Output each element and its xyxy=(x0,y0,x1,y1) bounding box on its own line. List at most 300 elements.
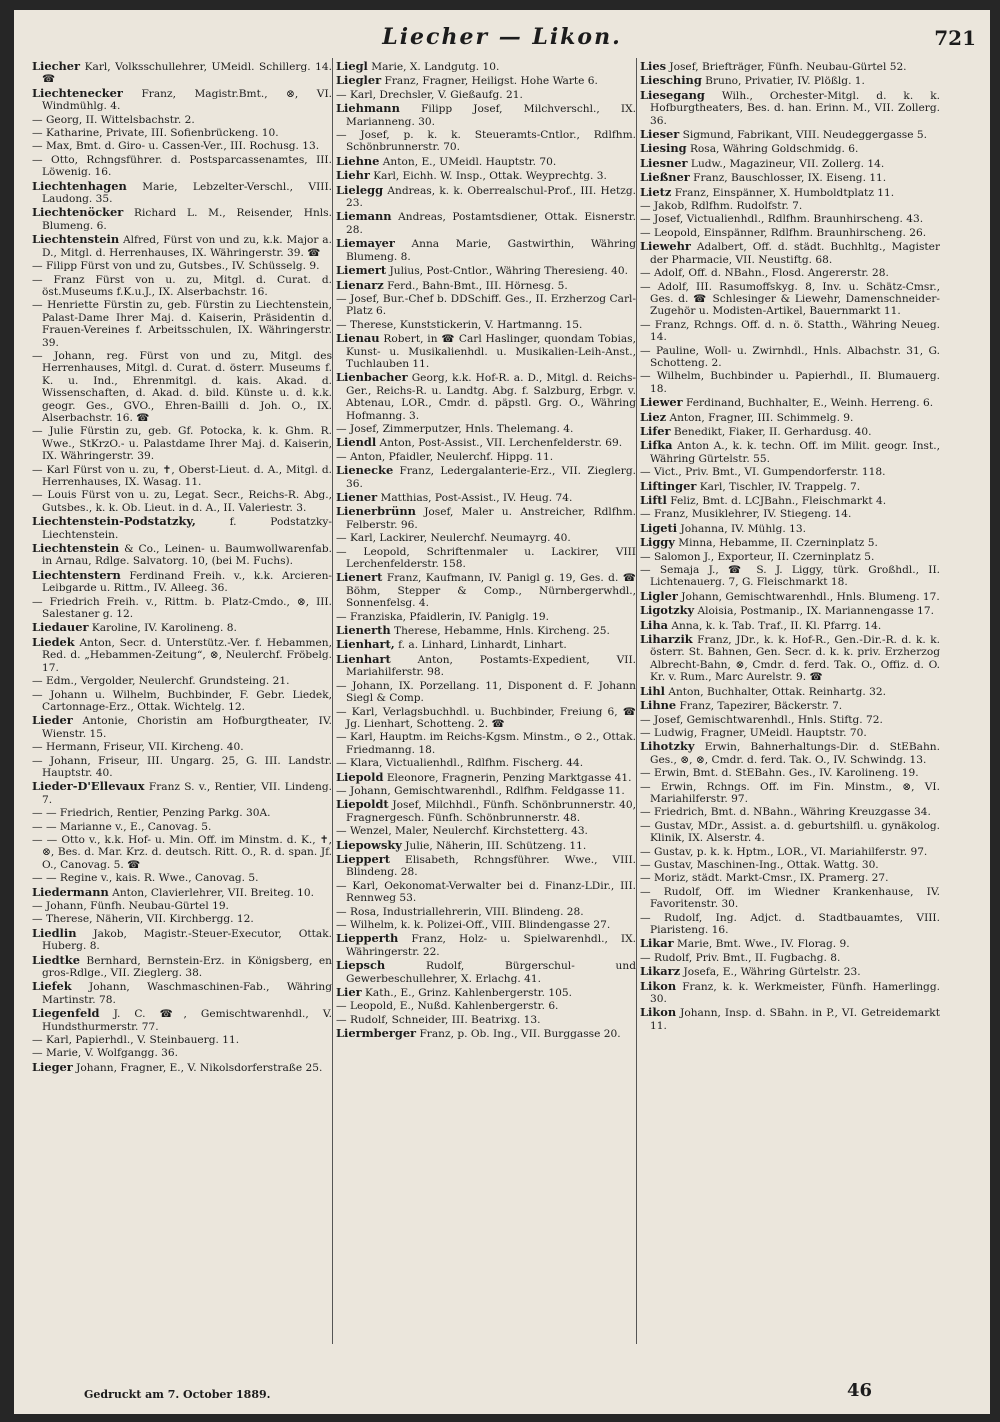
entry-details: — Therese, Näherin, VII. Kirchbergg. 12. xyxy=(32,913,254,926)
directory-entry xyxy=(336,532,636,544)
directory-entry xyxy=(32,927,332,953)
entry-details: — Karl, Hauptm. im Reichs-Kgsm. Minstm., ⊙ 2., Ottak. Friedmanng. 18. xyxy=(336,731,636,756)
entry-details: — Wilhelm, k. k. Polizei-Off., VIII. Blindengasse 27. xyxy=(336,919,611,931)
directory-entry xyxy=(336,757,636,769)
entry-surname: Lier xyxy=(336,985,362,1000)
directory-entry xyxy=(336,986,636,999)
directory-entry xyxy=(640,872,940,884)
entry-details: — Adolf, III. Rasumoffskyg. 8, Inv. u. Schätz-Cmsr., Ges. d. ☎ Schlesinger & Liewehr, Damenschneider-Zugehör u. Modisten-Artikel, Bauernmarkt 11. xyxy=(640,280,940,318)
directory-entry xyxy=(336,706,636,731)
directory-entry xyxy=(336,279,636,292)
entry-details: — Rudolf, Ing. Adjct. d. Stadtbauamtes, VIII. Piaristeng. 16. xyxy=(640,911,940,936)
entry-details: — Franz, Musiklehrer, IV. Stiegeng. 14. xyxy=(640,508,852,521)
entry-details: Jakob, Magistr.-Steuer-Executor, Ottak. Huberg. 8. xyxy=(42,927,332,953)
directory-entry xyxy=(336,264,636,277)
directory-entry xyxy=(32,206,332,232)
entry-details: — Adolf, Off. d. NBahn., Flosd. Angererstr. 28. xyxy=(640,267,889,280)
directory-entry xyxy=(32,569,332,595)
directory-entry xyxy=(640,859,940,871)
entry-details: — Edm., Vergolder, Neulerchf. Grundsteing. 21. xyxy=(32,675,290,688)
directory-entry xyxy=(336,571,636,609)
entry-details: Rosa, Währing Goldschmidg. 6. xyxy=(689,143,859,156)
directory-entry xyxy=(32,980,332,1006)
entry-details: — Karl, Oekonomat-Verwalter bei d. Finanz-LDir., III. Rennweg 53. xyxy=(336,879,636,905)
directory-entry xyxy=(640,281,940,318)
directory-entry xyxy=(336,680,636,705)
entry-surname: Ligeti xyxy=(640,520,678,535)
entry-details: — Johann, IX. Porzellang. 11, Disponent d. F. Johann Siegl & Comp. xyxy=(336,679,636,705)
entry-details: Anton, Secr. d. Unterstütz.-Ver. f. Hebammen, Red. d. „Hebammen-Zeitung“, ⊗, Neulerchf. Fröbelg. 17. xyxy=(42,636,332,674)
entry-surname: Liepperth xyxy=(336,931,399,946)
directory-entry xyxy=(336,839,636,852)
directory-entry xyxy=(336,1000,636,1012)
entry-surname: Likarz xyxy=(640,964,681,979)
entry-details: — Josef, Bur.-Chef b. DDSchiff. Ges., II. Erzherzog Carl-Platz 6. xyxy=(336,292,636,318)
entry-surname: Lihne xyxy=(640,698,677,713)
directory-entry xyxy=(32,689,332,714)
directory-entry xyxy=(32,299,332,349)
entry-details: Anton, Postamts-Expedient, VII. Mariahilferstr. 98. xyxy=(346,653,636,679)
directory-entry xyxy=(640,227,940,239)
directory-entry xyxy=(640,820,940,845)
entry-surname: Liehne xyxy=(336,153,380,168)
directory-entry xyxy=(640,727,940,739)
entry-details: Adalbert, Off. d. städt. Buchhltg., Magister der Pharmacie, VII. Neustiftg. 68. xyxy=(650,241,940,266)
entry-surname: Liener xyxy=(336,490,378,504)
entry-details: — Katharine, Private, III. Sofienbrückeng. 10. xyxy=(32,127,279,140)
entry-surname: Liechtenecker xyxy=(32,85,123,100)
directory-entry xyxy=(640,186,940,199)
entry-surname: Liez xyxy=(640,409,667,424)
column-divider xyxy=(636,58,637,1344)
entry-details: — Gustav, p. k. k. Hptm., LOR., VI. Mariahilferstr. 97. xyxy=(640,845,928,858)
directory-entry xyxy=(32,872,332,884)
entry-details: — Henriette Fürstin zu, geb. Fürstin zu Liechtenstein, Palast-Dame Ihrer Maj. d. Kaiserin, Präsidentin d. Frauen-Vereines f. Arbeitsschulen, IX. Währingerstr. 39. xyxy=(32,299,332,349)
directory-entry xyxy=(336,169,636,182)
directory-entry xyxy=(640,89,940,127)
entry-surname: Lielegg xyxy=(336,182,384,197)
entry-details: Ferd., Bahn-Bmt., III. Hörnesg. 5. xyxy=(387,279,568,292)
entry-surname: Liermberger xyxy=(336,1026,417,1041)
print-date: Gedruckt am 7. October 1889. xyxy=(84,1388,271,1401)
entry-details: — Gustav, MDr., Assist. a. d. geburtshilfl. u. gynäkolog. Klinik, IX. Alserstr. 4. xyxy=(640,819,940,845)
directory-entry xyxy=(336,210,636,236)
directory-entry xyxy=(336,624,636,637)
entry-details: — Vict., Priv. Bmt., VI. Gumpendorferstr. 118. xyxy=(640,466,886,479)
entry-details: Franz, Tapezirer, Bäckerstr. 7. xyxy=(679,700,843,713)
entry-surname: Lihl xyxy=(640,683,665,698)
directory-entry xyxy=(336,611,636,623)
directory-entry xyxy=(640,370,940,395)
directory-entry xyxy=(336,906,636,918)
entry-details: Karl, Volksschullehrer, UMeidl. Schillerg. 14. ☎ xyxy=(42,61,332,86)
directory-entry xyxy=(640,142,940,155)
directory-entry xyxy=(336,89,636,101)
entry-details: Franz, Holz- u. Spielwarenhdl., IX. Währingerstr. 22. xyxy=(346,933,636,958)
directory-entry xyxy=(32,489,332,514)
directory-entry xyxy=(32,636,332,674)
entry-details: Franz, JDr., k. k. Hof-R., Gen.-Dir.-R. d. k. k. österr. St. Bahnen, Gen. Secr. d. k. k. priv. Erzherzog Albrecht-Bahn, ⊗, Cmdr. d. ferd. Tak. O., Offiz. d. O. Kr. v. Rum., Marc Aurelstr. 9. ☎ xyxy=(650,634,940,684)
directory-entry xyxy=(32,1061,332,1074)
entry-details: f. a. Linhard, Linhardt, Linhart. xyxy=(398,639,567,652)
directory-entry xyxy=(32,596,332,621)
directory-entry xyxy=(640,411,940,424)
directory-entry xyxy=(640,439,940,465)
entry-details: — Josef, p. k. k. Steueramts-Cntlor., Rdlfhm. Schönbrunnerstr. 70. xyxy=(336,129,636,154)
directory-entry xyxy=(640,345,940,370)
entry-details: — Karl, Drechsler, V. Gießaufg. 21. xyxy=(336,88,523,101)
directory-entry xyxy=(640,965,940,978)
page-title: Liecher — Likon. xyxy=(382,24,622,50)
entry-details: Elisabeth, Rchngsführer. Wwe., VIII. Blindeng. 28. xyxy=(346,853,636,879)
entry-surname: Liemayer xyxy=(336,236,395,251)
entry-surname: Liesner xyxy=(640,155,688,170)
entry-surname: Lienhart xyxy=(336,651,391,666)
directory-entry xyxy=(640,604,940,617)
entry-details: Anton, Clavierlehrer, VII. Breiteg. 10. xyxy=(112,886,314,899)
directory-entry xyxy=(336,464,636,490)
directory-entry xyxy=(336,505,636,531)
entry-surname: Liefek xyxy=(32,979,72,994)
entry-details: — Karl, Verlagsbuchhdl. u. Buchbinder, Freiung 6, ☎ Jg. Lienhart, Schotteng. 2. ☎ xyxy=(336,705,636,730)
directory-entry xyxy=(32,542,332,568)
entry-details: — Friedrich Freih. v., Rittm. b. Platz-Cmdo., ⊗, III. Salestaner g. 12. xyxy=(32,595,332,621)
directory-entry xyxy=(32,954,332,980)
entry-surname: Liha xyxy=(640,617,668,632)
entry-details: Anton, Buchhalter, Ottak. Reinhartg. 32. xyxy=(668,685,886,698)
directory-entry xyxy=(640,806,940,818)
entry-surname: Liewehr xyxy=(640,239,691,254)
directory-entry xyxy=(336,293,636,318)
entry-details: Andreas, k. k. Oberrealschul-Prof., III. Hetzg. 23. xyxy=(346,184,636,210)
directory-entry xyxy=(32,233,332,259)
entry-details: — Karl Fürst von u. zu, ✝, Oberst-Lieut. d. A., Mitgl. d. Herrenhauses, IX. Wasag. 11. xyxy=(32,463,332,488)
entry-details: — Otto, Rchngsführer. d. Postsparcassenamtes, III. Löwenig. 16. xyxy=(32,153,332,179)
directory-entry xyxy=(336,423,636,435)
entry-details: Marie, Bmt. Wwe., IV. Florag. 9. xyxy=(677,938,850,951)
entry-details: — Jakob, Rdlfhm. Rudolfstr. 7. xyxy=(640,200,803,213)
entry-surname: Liegl xyxy=(336,60,368,73)
entry-details: — Pauline, Woll- u. Zwirnhdl., Hnls. Albachstr. 31, G. Schotteng. 2. xyxy=(640,344,940,369)
entry-details: — Therese, Kunststickerin, V. Hartmanng. 15. xyxy=(336,318,583,331)
entry-details: — Hermann, Friseur, VII. Kircheng. 40. xyxy=(32,741,244,754)
entry-details: — Karl, Papierhdl., V. Steinbauerg. 11. xyxy=(32,1034,240,1047)
entry-surname: Liepoldt xyxy=(336,797,389,812)
entry-details: Josef, Milchhdl., Fünfh. Schönbrunnerstr. 40, Fragnergesch. Fünfh. Schönbrunnerstr. 48. xyxy=(346,799,636,824)
entry-surname: Lienbacher xyxy=(336,370,408,385)
entry-details: Josefa, E., Währing Gürtelstr. 23. xyxy=(683,966,861,979)
entry-details: — Rudolf, Off. im Wiedner Krankenhause, IV. Favoritenstr. 30. xyxy=(640,885,940,911)
entry-details: Karoline, IV. Karolineng. 8. xyxy=(91,622,237,635)
directory-entry xyxy=(32,741,332,753)
directory-entry xyxy=(32,886,332,899)
entry-details: Ludw., Magazineur, VII. Zollerg. 14. xyxy=(690,157,885,170)
directory-entry xyxy=(32,1034,332,1046)
entry-surname: Liemann xyxy=(336,209,392,224)
entry-details: — Max, Bmt. d. Giro- u. Cassen-Ver., III. Rochusg. 13. xyxy=(32,140,320,153)
entry-details: & Co., Leinen- u. Baumwollwarenfab. in Arnau, Rdlge. Salvatorg. 10, (bei M. Fuchs). xyxy=(42,543,332,568)
directory-entry xyxy=(640,60,940,73)
entry-details: Anna, k. k. Tab. Traf., II. Kl. Pfarrg. 14. xyxy=(671,619,882,632)
directory-entry xyxy=(640,480,940,493)
directory-entry xyxy=(640,551,940,563)
entry-surname: Liechtenstein xyxy=(32,541,120,556)
entry-details: — Franziska, Pfaidlerin, IV. Paniglg. 19. xyxy=(336,610,550,623)
entry-surname: Liegler xyxy=(336,73,382,88)
directory-entry xyxy=(336,129,636,154)
directory-entry xyxy=(32,807,332,819)
entry-details: Sigmund, Fabrikant, VIII. Neudeggergasse 5. xyxy=(682,129,927,142)
directory-entry xyxy=(640,714,940,726)
entry-details: — — Marianne v., E., Canovag. 5. xyxy=(32,820,212,833)
entry-details: Anton A., k. k. techn. Off. im Milit. geogr. Inst., Währing Gürtelstr. 55. xyxy=(650,440,940,465)
entry-surname: Liggy xyxy=(640,535,675,550)
directory-entry xyxy=(336,332,636,370)
entry-details: — Klara, Victualienhdl., Rdlfhm. Fischerg. 44. xyxy=(336,757,584,770)
entry-surname: Lienerth xyxy=(336,623,391,638)
entry-surname: Lienerbrünn xyxy=(336,504,416,519)
entry-surname: Lieser xyxy=(640,127,680,142)
directory-entry xyxy=(32,780,332,806)
entry-details: — Leopold, Einspänner, Rdlfhm. Braunhirscheng. 26. xyxy=(640,226,927,239)
page-header xyxy=(14,18,990,58)
entry-surname: Lienhart, xyxy=(336,637,395,652)
entry-surname: Lienecke xyxy=(336,463,394,478)
directory-entry xyxy=(336,60,636,73)
directory-entry xyxy=(336,491,636,504)
directory-entry xyxy=(32,621,332,634)
entry-details: — Johann, Gemischtwarenhdl., Rdlfhm. Feldgasse 11. xyxy=(336,784,625,797)
directory-entry xyxy=(32,515,332,541)
entry-surname: Ligler xyxy=(640,588,678,603)
entry-details: Andreas, Postamtsdiener, Ottak. Eisnerstr. 28. xyxy=(346,211,636,236)
entry-surname: Liedek xyxy=(32,634,75,649)
entry-details: Robert, in ☎ Carl Haslinger, quondam Tobias, Kunst- u. Musikalienhdl. u. Musikalien-Leih-Anst., Tuchlauben 11. xyxy=(346,333,636,370)
entry-details: Franz, Bauschlosser, IX. Eiseng. 11. xyxy=(693,172,887,185)
entry-details: Filipp Josef, Milchverschl., IX. Marianneng. 30. xyxy=(346,103,636,128)
entry-details: Anna Marie, Gastwirthin, Währing Blumeng. 8. xyxy=(346,238,636,263)
directory-entry xyxy=(640,200,940,212)
directory-entry xyxy=(32,425,332,462)
directory-entry xyxy=(640,980,940,1006)
entry-surname: Liedtke xyxy=(32,952,80,967)
entry-details: f. Podstatzky-Liechtenstein. xyxy=(42,516,332,541)
entry-surname: Liesching xyxy=(640,73,702,88)
directory-entry xyxy=(336,546,636,571)
directory-entry xyxy=(336,798,636,824)
directory-entry xyxy=(32,180,332,206)
directory-entry xyxy=(336,237,636,263)
entry-details: — Leopold, Schriftenmaler u. Lackirer, VIII Lerchenfelderstr. 158. xyxy=(336,545,636,571)
directory-entry xyxy=(336,853,636,879)
directory-entry xyxy=(336,959,636,985)
entry-details: Anton, Post-Assist., VII. Lerchenfelderstr. 69. xyxy=(379,437,623,450)
page-number: 721 xyxy=(934,26,976,50)
entry-details: Franz, Fragner, Heiligst. Hohe Warte 6. xyxy=(384,75,598,88)
entry-surname: Lienert xyxy=(336,570,383,585)
entry-details: Franz, k. k. Werkmeister, Fünfh. Hamerlingg. 30. xyxy=(650,980,940,1006)
entry-details: Anton, Fragner, III. Schimmelg. 9. xyxy=(669,411,854,424)
entry-surname: Likon xyxy=(640,978,677,993)
entry-details: Ferdinand, Buchhalter, E., Weinh. Herreng. 6. xyxy=(686,397,934,410)
entry-surname: Lienau xyxy=(336,331,380,346)
entry-details: Alfred, Fürst von und zu, k.k. Major a. D., Mitgl. d. Herrenhauses, IX. Währingerstr. 39. ☎ xyxy=(42,234,332,259)
entry-details: Julie, Näherin, III. Schützeng. 11. xyxy=(405,839,587,852)
entry-details: Julius, Post-Cntlor., Währing Theresieng. 40. xyxy=(389,265,628,278)
directory-entry xyxy=(336,638,636,651)
entry-surname: Likar xyxy=(640,936,674,951)
entry-surname: Liehr xyxy=(336,168,370,183)
directory-entry xyxy=(336,919,636,931)
entry-details: — Julie Fürstin zu, geb. Gf. Potocka, k. k. Ghm. R. Wwe., StKrzO.- u. Palastdame Ihrer Maj. d. Kaiserin, IX. Währingerstr. 39. xyxy=(32,425,332,463)
entry-surname: Liedlin xyxy=(32,925,77,940)
directory-entry xyxy=(32,675,332,687)
entry-details: Bruno, Privatier, IV. Plößlg. 1. xyxy=(705,75,865,88)
entry-surname: Liesing xyxy=(640,141,687,156)
entry-details: Eleonore, Fragnerin, Penzing Marktgasse 41. xyxy=(386,771,632,784)
directory-entry xyxy=(336,785,636,797)
entry-details: — Josef, Zimmerputzer, Hnls. Thelemang. 4. xyxy=(336,422,574,435)
entry-details: — Rudolf, Schneider, III. Beatrixg. 13. xyxy=(336,1013,541,1026)
directory-entry xyxy=(640,157,940,170)
directory-entry xyxy=(640,74,940,87)
directory-entry xyxy=(640,846,940,858)
entry-details: Aloisia, Postmanip., IX. Mariannengasse 17. xyxy=(697,605,935,618)
entry-details: — Johann, Fünfh. Neubau-Gürtel 19. xyxy=(32,900,229,912)
entry-details: J. C. ☎, Gemischtwarenhdl., V. Hundsthurmerstr. 77. xyxy=(42,1008,332,1033)
entry-surname: Lieppert xyxy=(336,851,391,866)
entry-details: Rudolf, Bürgerschul- und Gewerbeschullehrer, X. Erlachg. 41. xyxy=(346,960,636,985)
entry-surname: Liepowsky xyxy=(336,837,402,852)
directory-entry xyxy=(32,154,332,179)
directory-entry xyxy=(32,755,332,780)
directory-entry xyxy=(336,451,636,463)
directory-entry xyxy=(336,1027,636,1040)
entry-details: — — Friedrich, Rentier, Penzing Parkg. 30A. xyxy=(32,807,271,820)
entry-details: — Johann u. Wilhelm, Buchbinder, F. Gebr. Liedek, Cartonnage-Erz., Ottak. Wichtelg. 12. xyxy=(32,688,332,713)
entry-details: — Karl, Lackirer, Neulerchf. Neumayrg. 40. xyxy=(336,532,571,545)
entry-surname: Liftl xyxy=(640,493,667,507)
directory-entry xyxy=(336,825,636,837)
entry-surname: Likon xyxy=(640,1005,677,1020)
entry-details: — Josef, Gemischtwarenhdl., Hnls. Stiftg. 72. xyxy=(640,713,883,726)
entry-details: — Louis Fürst von u. zu, Legat. Secr., Reichs-R. Abg., Gutsbes., k. k. Ob. Lieut. in d. A., II. Valeriestr. 3. xyxy=(32,489,332,514)
directory-entry xyxy=(640,536,940,549)
directory-entry xyxy=(336,184,636,210)
entry-details: Bernhard, Bernstein-Erz. in Königsberg, en gros-Rdlge., VII. Zieglerg. 38. xyxy=(42,954,332,980)
entry-surname: Lieder xyxy=(32,713,73,728)
entry-details: — Filipp Fürst von und zu, Gutsbes., IV. Schüsselg. 9. xyxy=(32,260,320,273)
entry-surname: Ließner xyxy=(640,170,690,185)
entry-surname: Liepold xyxy=(336,769,384,784)
entry-surname: Liechtenhagen xyxy=(32,178,127,193)
directory-entry xyxy=(32,821,332,833)
directory-entry xyxy=(640,213,940,225)
entry-details: Franz, Einspänner, X. Humboldtplatz 11. xyxy=(674,186,895,199)
sheet-number: 46 xyxy=(846,1380,872,1401)
directory-entry xyxy=(32,127,332,139)
directory-entry xyxy=(32,350,332,424)
entry-details: Johann, Gemischtwarenhdl., Hnls. Blumeng. 17. xyxy=(681,590,940,603)
entry-details: Josef, Maler u. Anstreicher, Rdlfhm. Felberstr. 96. xyxy=(346,506,636,531)
directory-entry xyxy=(32,1047,332,1059)
entry-surname: Lihotzky xyxy=(640,739,695,754)
directory-entry xyxy=(640,590,940,603)
entry-surname: Liecher xyxy=(32,60,81,73)
entry-details: — Anton, Pfaidler, Neulerchf. Hippg. 11. xyxy=(336,450,554,463)
entry-details: Ferdinand Freih. v., k.k. Arcieren-Leibgarde u. Rittm., IV. Alleeg. 36. xyxy=(42,569,332,595)
directory-entry xyxy=(32,1007,332,1033)
entry-surname: Lieder-D'Ellevaux xyxy=(32,779,145,794)
entry-details: Marie, Lebzelter-Verschl., VIII. Laudong. 35. xyxy=(42,180,332,206)
directory-entry xyxy=(640,267,940,279)
entry-surname: Liehmann xyxy=(336,101,400,116)
entry-surname: Liechtenstern xyxy=(32,567,121,582)
entry-details: Franz, p. Ob. Ing., VII. Burggasse 20. xyxy=(419,1028,621,1041)
directory-entry xyxy=(640,952,940,964)
directory-entry xyxy=(640,396,940,409)
entry-surname: Liharzik xyxy=(640,632,693,647)
entry-details: Erwin, Bahnerhaltungs-Dir. d. StEBahn. Ges., ⊗, ⊗, Cmdr. d. ferd. Tak. O., IV. Schwindg. 13. xyxy=(650,741,940,766)
directory-entry xyxy=(640,466,940,478)
entry-details: Josef, Briefträger, Fünfh. Neubau-Gürtel 52. xyxy=(669,61,907,73)
directory-entry xyxy=(32,274,332,299)
directory-entry xyxy=(640,685,940,698)
entry-details: — Leopold, E., Nußd. Kahlenbergerstr. 6. xyxy=(336,1000,559,1013)
entry-details: Anton, E., UMeidl. Hauptstr. 70. xyxy=(382,155,557,168)
directory-entry xyxy=(336,771,636,784)
directory-entry xyxy=(640,171,940,184)
column-3 xyxy=(640,60,940,1380)
directory-entry xyxy=(336,155,636,168)
directory-entry xyxy=(640,886,940,911)
entry-details: Antonie, Choristin am Hofburgtheater, IV. Wienstr. 15. xyxy=(42,715,332,740)
entry-details: Feliz, Bmt. d. LCJBahn., Fleischmarkt 4. xyxy=(670,495,887,507)
entry-details: Benedikt, Fiaker, II. Gerhardusg. 40. xyxy=(673,425,872,438)
column-1 xyxy=(32,60,332,1380)
entry-details: — Salomon J., Exporteur, II. Czerninplatz 5. xyxy=(640,550,875,563)
column-divider xyxy=(332,58,333,1344)
entry-details: Franz, Kaufmann, IV. Panigl g. 19, Ges. d. ☎ Böhm, Stepper & Comp., Nürnbergerwhdl., Sonnenfelsg. 4. xyxy=(346,572,636,610)
entry-details: — Semaja J., ☎ S. J. Liggy, türk. Großhdl., II. Lichtenauerg. 7, G. Fleischmarkt 18. xyxy=(640,564,940,589)
directory-entry xyxy=(336,1014,636,1026)
entry-details: — Rudolf, Priv. Bmt., II. Fugbachg. 8. xyxy=(640,951,841,964)
entry-details: Franz, Magistr.Bmt., ⊗, VI. Windmühlg. 4. xyxy=(42,87,332,113)
entry-details: Richard L. M., Reisender, Hnls. Blumeng. 6. xyxy=(42,207,332,232)
entry-details: — Wenzel, Maler, Neulerchf. Kirchstetterg. 43. xyxy=(336,825,588,838)
entry-details: — Gustav, Maschinen-Ing., Ottak. Wattg. 30. xyxy=(640,858,879,871)
entry-details: Karl, Eichh. W. Insp., Ottak. Weyprechtg. 3. xyxy=(373,170,607,183)
directory-entry xyxy=(640,494,940,507)
entry-surname: Liemert xyxy=(336,263,387,278)
entry-details: — Franz, Rchngs. Off. d. n. ö. Statth., Währing Neueg. 14. xyxy=(640,318,940,344)
directory-entry xyxy=(32,913,332,925)
entry-details: Therese, Hebamme, Hnls. Kircheng. 25. xyxy=(394,625,610,638)
directory-entry xyxy=(640,508,940,520)
entry-details: Marie, X. Landgutg. 10. xyxy=(371,61,500,73)
entry-details: Johann, Fragner, E., V. Nikolsdorferstraße 25. xyxy=(76,1061,323,1074)
entry-details: Johann, Waschmaschinen-Fab., Währing Martinstr. 78. xyxy=(42,981,332,1006)
entry-surname: Lifer xyxy=(640,423,671,438)
directory-entry xyxy=(336,319,636,331)
directory-entry xyxy=(32,714,332,740)
entry-details: — Ludwig, Fragner, UMeidl. Hauptstr. 70. xyxy=(640,726,867,739)
directory-entry xyxy=(336,102,636,128)
directory-entry xyxy=(336,731,636,756)
directory-entry xyxy=(336,436,636,449)
entry-surname: Liechtenöcker xyxy=(32,205,124,220)
directory-entry xyxy=(32,60,332,86)
